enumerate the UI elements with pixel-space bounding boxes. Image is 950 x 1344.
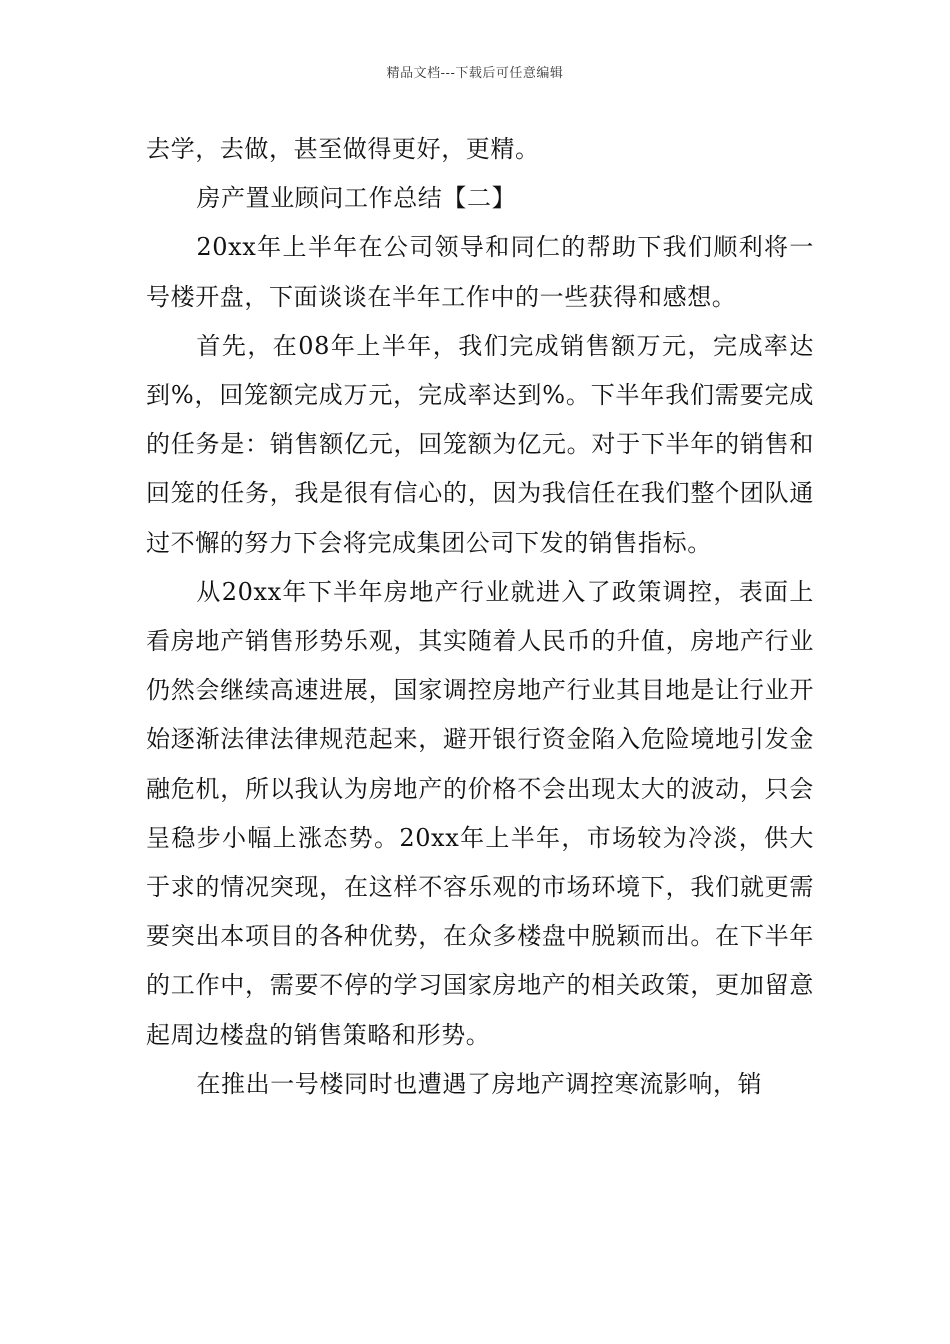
paragraph: 去学，去做，甚至做得更好，更精。 [146, 135, 540, 163]
paragraph: 在推出一号楼同时也遭遇了房地产调控寒流影响，销 [196, 1069, 763, 1098]
page-header: 精品文档---下载后可任意编辑 [386, 66, 564, 81]
section-heading: 房产置业顾问工作总结【二】 [196, 184, 517, 213]
paragraph: 从20xx年下半年房地产行业就进入了政策调控，表面上看房地产销售形势乐观，其实随着人民币的升值，房地产行业仍然会继续高速进展，国家调控房地产行业其目地是让行业开始逐渐法律法律规范起来，避开银行资金陷入危险境地引发金融危机，所以我认为房地产的价格不会出现太大的波动，只会呈稳步小幅上涨态势。20xx年上半年，市场较为冷淡，供大于求的情况突现，在这样不容乐观的市场环境下，我们就更需要突出本项目的各种优势，在众多楼盘中脱颖而出。在下半年的工作中，需要不停的学习国家房地产的相关政策，更加留意起周边楼盘的销售策略和形势。 [146, 577, 814, 1049]
paragraph: 首先，在08年上半年，我们完成销售额万元，完成率达到%，回笼额完成万元，完成率达到%。下半年我们需要完成的任务是：销售额亿元，回笼额为亿元。对于下半年的销售和回笼的任务，我是很有信心的，因为我信任在我们整个团队通过不懈的努力下会将完成集团公司下发的销售指标。 [146, 331, 814, 557]
document-body [146, 125, 814, 1109]
paragraph: 20xx年上半年在公司领导和同仁的帮助下我们顺利将一号楼开盘，下面谈谈在半年工作中的一些获得和感想。 [146, 233, 814, 311]
